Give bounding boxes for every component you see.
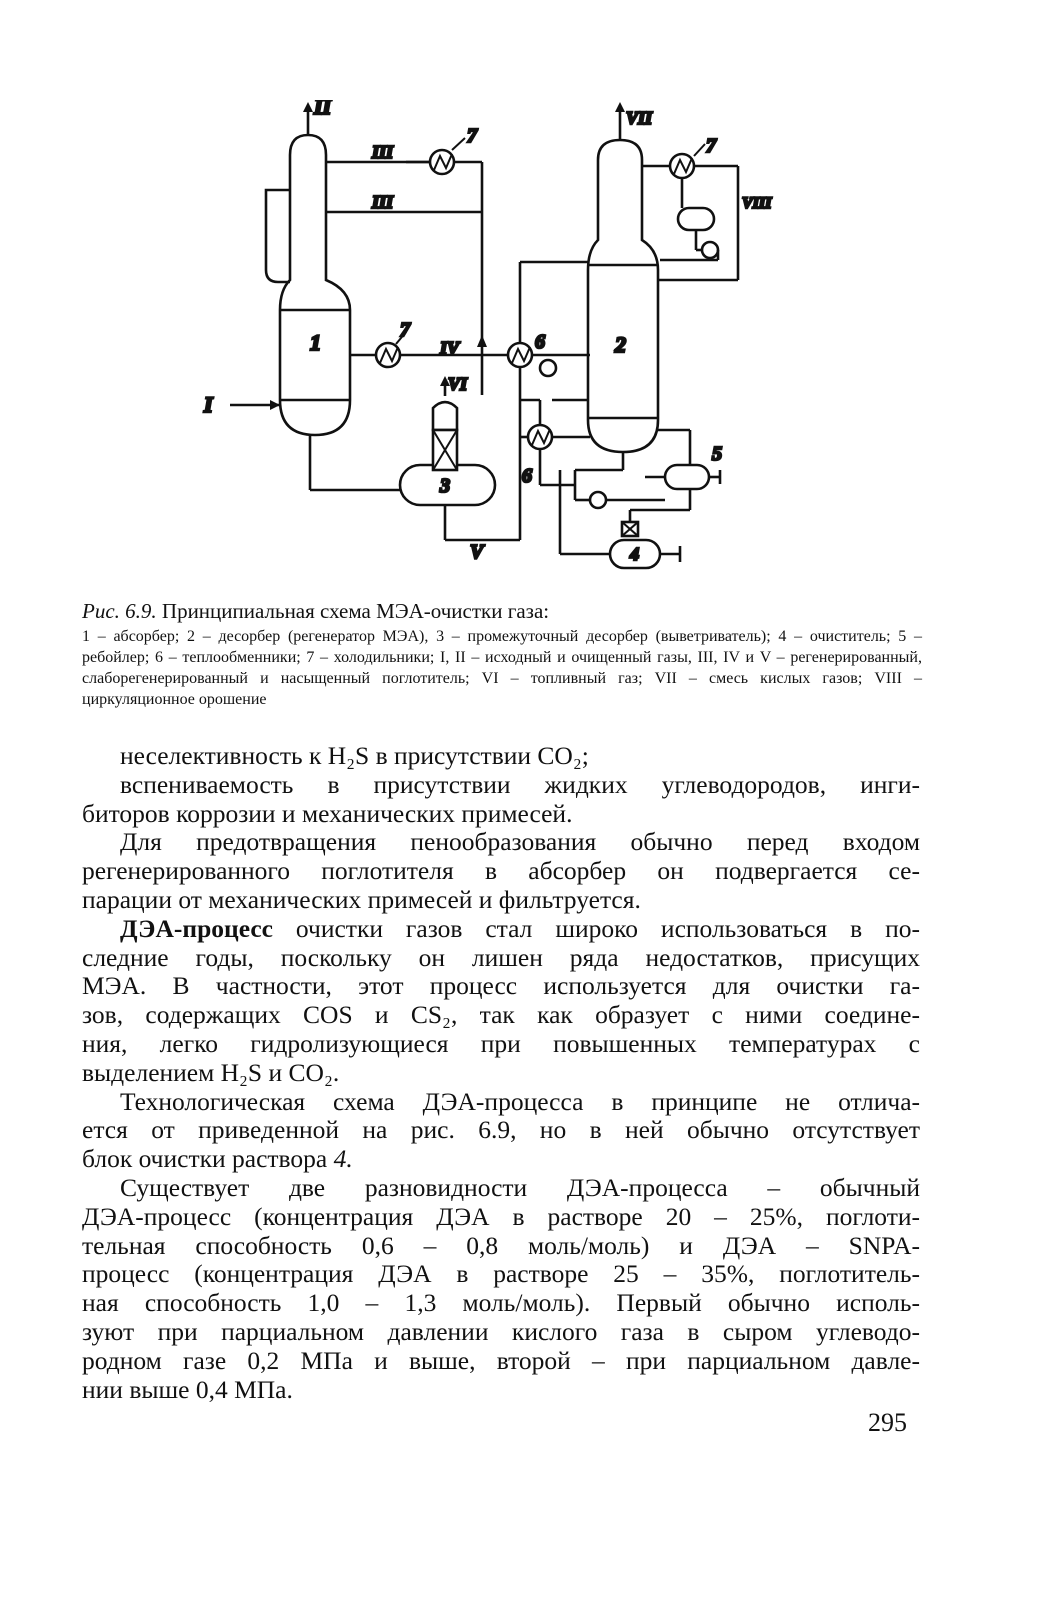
label-4: 4 [630, 544, 639, 564]
text-line: родном газе 0,2 МПа и выше, второй – при парциальном давле- [82, 1345, 920, 1375]
text-run: очистки газов стал широко использоваться в по- [272, 913, 920, 943]
text-line: нии выше 0,4 МПа. [82, 1374, 293, 1404]
absorber-column-1 [280, 135, 350, 435]
text-line [82, 915, 920, 944]
process-flow-diagram [190, 100, 810, 590]
figure-reference: Рис. 6.9. [82, 599, 157, 623]
label-ii: II [314, 100, 332, 119]
text-line: следние годы, поскольку он лишен ряда недостатков, присущих [82, 942, 920, 972]
text-line: Существует две разновидности ДЭА-процесса – обычный [120, 1172, 920, 1202]
paragraph-6 [82, 1174, 920, 1404]
desorber-column-2 [588, 140, 658, 452]
caption-body: 1 – абсорбер; 2 – десорбер (регенератор МЭА), 3 – промежуточный десорбер (выветриватель); 4 – очиститель; 5 – ребойлер; 6 – теплообменники; 7 – холодильники; I, II – исходный и очищенный газы, III, IV и V – регенерированный, слаборегенерированный и насыщенный поглотитель; VI – топливный газ; VII – смесь кислых газов; VIII – циркуляционное орошение [82, 628, 922, 708]
caption-title: Принципиальная схема МЭА-очистки газа: [161, 599, 550, 623]
block-reference: 4. [333, 1144, 353, 1174]
label-6-upper: 6 [535, 331, 545, 353]
text-run: блок очистки раствора [82, 1144, 334, 1174]
label-3: 3 [440, 475, 450, 497]
label-iii-top: III [372, 142, 394, 162]
label-7-c: 7 [706, 135, 716, 157]
text-line: выделением H₂S и CO₂. [82, 1057, 340, 1087]
text-line: Для предотвращения пенообразования обычно перед входом [120, 827, 920, 857]
label-7-a: 7 [467, 125, 477, 147]
text-line: вспениваемость в присутствии жидких углеводородов, инги- [120, 769, 920, 799]
text-line: парации от механических примесей и фильтруется. [82, 884, 641, 914]
page-number: 295 [868, 1408, 907, 1437]
label-v: V [470, 541, 484, 563]
text-line: ДЭА-процесс (концентрация ДЭА в растворе 20 – 25%, поглоти- [82, 1201, 920, 1231]
text-line: биторов коррозии и механических примесей. [82, 798, 573, 828]
text-line: зов, содержащих COS и CS₂, так как образует с ними соедине- [82, 1000, 920, 1030]
cooler-7-right [670, 144, 705, 178]
caption-title-line [82, 598, 922, 624]
text-line: ная способность 1,0 – 1,3 моль/моль). Первый обычно исполь- [82, 1288, 920, 1318]
cleaner-4 [610, 522, 680, 568]
body-text [82, 742, 920, 1404]
label-i: I [204, 392, 213, 417]
heat-exchanger-6-lower [528, 425, 552, 449]
paragraph-3 [82, 828, 920, 914]
label-7-b: 7 [400, 319, 410, 341]
label-viii: VIII [742, 195, 772, 212]
label-6-lower: 6 [522, 465, 532, 487]
text-line: регенерированного поглотителя в абсорбер он подвергается се- [82, 856, 920, 886]
label-2: 2 [615, 332, 626, 357]
label-vi: VI [448, 374, 468, 394]
paragraph-5 [82, 1088, 920, 1174]
label-1: 1 [310, 330, 321, 355]
text-line: тельная способность 0,6 – 0,8 моль/моль) и ДЭА – SNPA- [82, 1230, 920, 1260]
paragraph-1: неселективность к H₂S в присутствии CO₂; [120, 741, 589, 770]
paragraph-2 [82, 771, 920, 829]
text-line: процесс (концентрация ДЭА в растворе 25 – 35%, поглотитель- [82, 1259, 920, 1289]
figure-caption [82, 598, 922, 710]
label-5: 5 [712, 443, 722, 465]
reboiler-5 [665, 465, 720, 489]
label-iii-mid: III [372, 192, 394, 212]
text-line: Технологическая схема ДЭА-процесса в принципе не отлича- [120, 1086, 920, 1116]
label-iv: IV [440, 338, 460, 358]
paragraph-4 [82, 915, 920, 1088]
cooler-7-top [430, 138, 465, 174]
text-line: ется от приведенной на рис. 6.9, но в ней обычно отсутствует [82, 1115, 920, 1145]
text-line: зуют при парциальном давлении кислого газа в сыром углеводо- [82, 1316, 920, 1346]
term-dea-process: ДЭА-процесс [120, 913, 273, 943]
text-line [82, 1145, 920, 1174]
tower-vi [433, 402, 457, 470]
heat-exchanger-6-upper [508, 343, 556, 376]
text-line: ния, легко гидролизующиеся при повышенных температурах с [82, 1028, 920, 1058]
label-vii: VII [626, 108, 653, 128]
text-line: МЭА. В частности, этот процесс используется для очистки га- [82, 971, 920, 1001]
side-loop [266, 190, 290, 282]
